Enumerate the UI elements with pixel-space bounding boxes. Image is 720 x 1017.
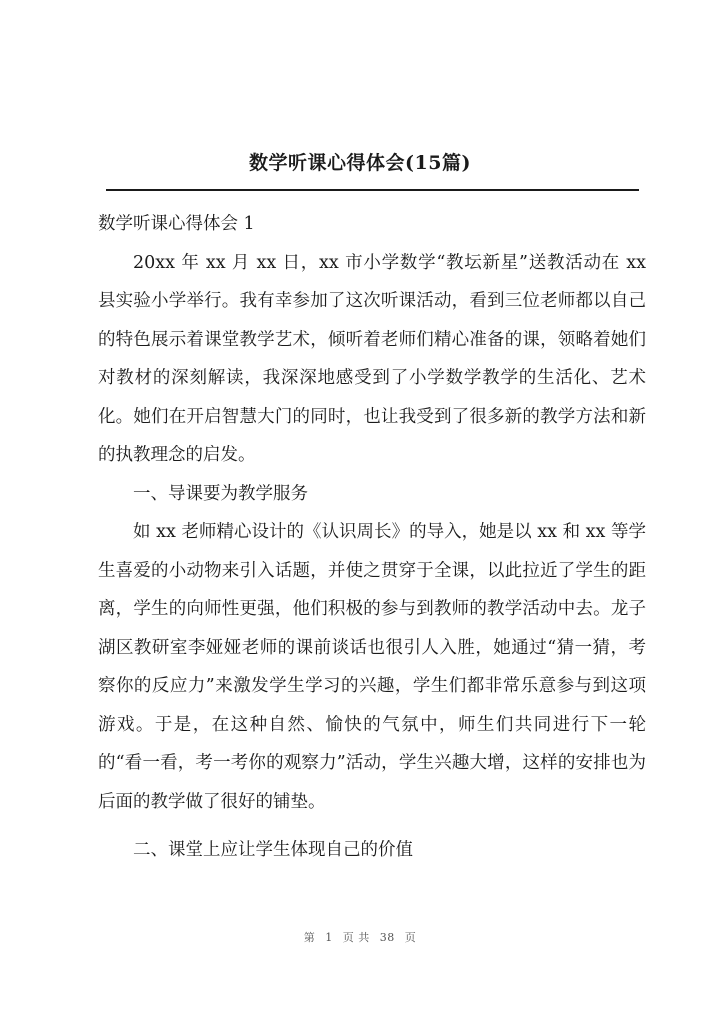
paragraph-spacer — [98, 821, 646, 831]
footer-prefix: 第 — [303, 931, 316, 944]
footer-total-pages: 38 — [379, 931, 395, 944]
footer-current-page: 1 — [325, 931, 333, 944]
page-footer — [0, 929, 720, 945]
paragraph-lesson-intro: 如 xx 老师精心设计的《认识周长》的导入，她是以 xx 和 xx 等学生喜爱的小动物来引入话题，并使之贯穿于全课，以此拉近了学生的距离，学生的向师性更强，他们积极的参与到教师的教学活动中去。龙子湖区教研室李娅娅老师的课前谈话也很引人入胜，她通过“猜一猜，考察你的反应力”来激发学生学习的兴趣，学生们都非常乐意参与到这项游戏。于是，在这种自然、愉快的气氛中，师生们共同进行下一轮的“看一看，考一考你的观察力”活动，学生兴趣大增，这样的安排也为后面的教学做了很好的铺垫。 — [98, 522, 646, 812]
document-title: 数学听课心得体会(15篇) — [249, 152, 471, 174]
paragraph-intro: 20xx 年 xx 月 xx 日，xx 市小学数学“教坛新星”送教活动在 xx 县实验小学举行。我有幸参加了这次听课活动，看到三位老师都以自己的特色展示着课堂教学艺术，倾听着老师们精心准备的课，领略着她们对教材的深刻解读，我深深地感受到了小学数学教学的生活化、艺术化。她们在开启智慧大门的同时，也让我受到了很多新的教学方法和新的执教理念的启发。 — [98, 252, 646, 465]
subheading-2: 二、课堂上应让学生体现自己的价值 — [133, 840, 413, 860]
section-title: 数学听课心得体会 1 — [98, 214, 255, 234]
footer-mid: 页 共 — [342, 931, 370, 944]
document-body — [98, 205, 646, 870]
footer-suffix: 页 — [404, 931, 417, 944]
subheading-1: 一、导课要为教学服务 — [133, 483, 308, 504]
title-underline — [106, 189, 639, 191]
